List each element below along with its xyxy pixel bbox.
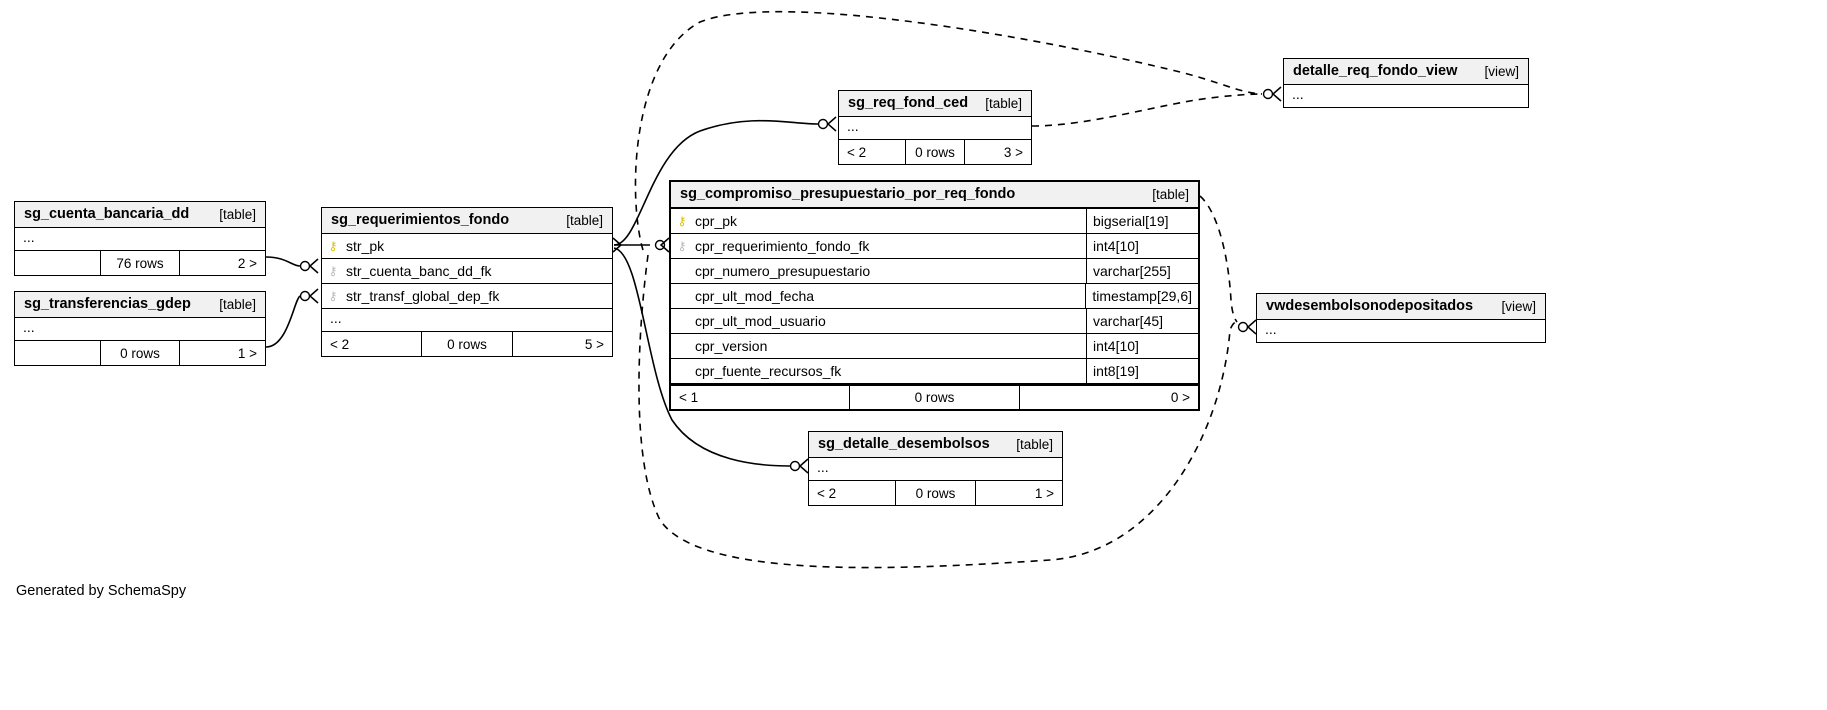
node-footer bbox=[839, 139, 1031, 164]
column-type: int4[10] bbox=[1086, 334, 1198, 358]
table-row[interactable] bbox=[322, 284, 612, 309]
table-row[interactable] bbox=[671, 284, 1198, 309]
node-footer bbox=[671, 384, 1198, 409]
column-name: cpr_requerimiento_fondo_fk bbox=[695, 238, 870, 254]
column-name: cpr_pk bbox=[695, 213, 738, 229]
node-sg-transferencias-gdep[interactable] bbox=[14, 291, 266, 366]
footer-row-count: 0 rows bbox=[905, 140, 965, 164]
primary-key-icon: ⚷ bbox=[328, 239, 338, 253]
footer-row-count: 0 rows bbox=[895, 481, 975, 505]
table-row[interactable] bbox=[322, 259, 612, 284]
foreign-key-icon: ⚷ bbox=[328, 289, 338, 303]
node-title-row bbox=[1257, 294, 1545, 320]
edge-transferencias-to-reqfondo bbox=[266, 296, 300, 347]
column-name: cpr_version bbox=[695, 338, 768, 354]
footer-parent-count: < 2 bbox=[847, 144, 867, 160]
column-name: cpr_ult_mod_usuario bbox=[695, 313, 826, 329]
table-row[interactable] bbox=[671, 334, 1198, 359]
table-row[interactable] bbox=[671, 359, 1198, 384]
node-ellipsis: ... bbox=[1292, 86, 1304, 102]
node-title-row bbox=[1284, 59, 1528, 85]
node-vwdesembolsonodepositados[interactable] bbox=[1256, 293, 1546, 343]
node-type: [table] bbox=[985, 95, 1022, 111]
node-footer bbox=[809, 480, 1062, 505]
node-title: sg_cuenta_bancaria_dd bbox=[24, 206, 190, 222]
node-sg-detalle-desembolsos[interactable] bbox=[808, 431, 1063, 506]
node-title: sg_transferencias_gdep bbox=[24, 296, 191, 312]
footer-child-count: 1 > bbox=[1034, 485, 1054, 501]
footer-child-count: 1 > bbox=[237, 345, 257, 361]
column-name: str_pk bbox=[346, 238, 385, 254]
edge-reqfondced-to-detallereqfondoview bbox=[1032, 94, 1262, 126]
table-row[interactable] bbox=[671, 234, 1198, 259]
node-ellipsis: ... bbox=[1265, 321, 1277, 337]
node-ellipsis: ... bbox=[330, 310, 342, 326]
table-row[interactable] bbox=[671, 259, 1198, 284]
column-name: str_transf_global_dep_fk bbox=[346, 288, 500, 304]
node-sg-requerimientos-fondo[interactable] bbox=[321, 207, 613, 357]
node-title-row bbox=[671, 182, 1198, 209]
edge-cuentabancaria-to-reqfondo bbox=[266, 257, 300, 266]
node-title-row bbox=[839, 91, 1031, 117]
table-row[interactable] bbox=[322, 234, 612, 259]
node-title-row bbox=[809, 432, 1062, 458]
column-type: varchar[45] bbox=[1086, 309, 1198, 333]
footer-parent-count bbox=[15, 341, 100, 365]
node-title: sg_requerimientos_fondo bbox=[331, 212, 510, 228]
column-type: timestamp[29,6] bbox=[1085, 284, 1198, 308]
primary-key-icon: ⚷ bbox=[677, 214, 687, 228]
node-sg-cuenta-bancaria-dd[interactable] bbox=[14, 201, 266, 276]
node-title: sg_req_fond_ced bbox=[848, 95, 969, 111]
node-title-row bbox=[15, 202, 265, 228]
column-type: int8[19] bbox=[1086, 359, 1198, 383]
footer-parent-count: < 2 bbox=[817, 485, 837, 501]
node-type: [table] bbox=[1016, 436, 1053, 452]
footer-row-count: 0 rows bbox=[100, 341, 179, 365]
column-type: bigserial[19] bbox=[1086, 209, 1198, 233]
node-title-row bbox=[15, 292, 265, 318]
footer-child-count: 0 > bbox=[1170, 390, 1191, 405]
node-columns bbox=[671, 209, 1198, 384]
node-title: vwdesembolsonodepositados bbox=[1266, 298, 1474, 314]
node-title: sg_detalle_desembolsos bbox=[818, 436, 990, 452]
node-type: [table] bbox=[219, 296, 256, 312]
generated-by-credit: Generated by SchemaSpy bbox=[16, 583, 187, 599]
node-type: [table] bbox=[1152, 186, 1189, 202]
column-name: cpr_ult_mod_fecha bbox=[695, 288, 815, 304]
footer-child-count: 2 > bbox=[237, 255, 257, 271]
footer-row-count: 0 rows bbox=[421, 332, 514, 356]
node-title: sg_compromiso_presupuestario_por_req_fondo bbox=[680, 186, 1016, 202]
edge-compromiso-to-vwdesembolso bbox=[1200, 196, 1237, 322]
node-footer bbox=[322, 331, 612, 356]
footer-child-count: 5 > bbox=[584, 336, 605, 352]
node-type: [view] bbox=[1501, 298, 1536, 314]
node-footer bbox=[15, 250, 265, 275]
node-ellipsis: ... bbox=[23, 229, 35, 245]
node-columns bbox=[322, 234, 612, 309]
node-ellipsis: ... bbox=[847, 118, 859, 134]
foreign-key-icon: ⚷ bbox=[677, 239, 687, 253]
column-type: int4[10] bbox=[1086, 234, 1198, 258]
footer-parent-count: < 2 bbox=[330, 336, 350, 352]
node-footer bbox=[15, 340, 265, 365]
footer-parent-count bbox=[15, 251, 100, 275]
footer-row-count: 0 rows bbox=[849, 386, 1021, 409]
table-row[interactable] bbox=[671, 309, 1198, 334]
node-detalle-req-fondo-view[interactable] bbox=[1283, 58, 1529, 108]
column-name: cpr_numero_presupuestario bbox=[695, 263, 871, 279]
column-type: varchar[255] bbox=[1086, 259, 1198, 283]
column-name: cpr_fuente_recursos_fk bbox=[695, 363, 842, 379]
footer-child-count: 3 > bbox=[1003, 144, 1023, 160]
column-name: str_cuenta_banc_dd_fk bbox=[346, 263, 492, 279]
node-type: [table] bbox=[566, 212, 603, 228]
node-title-row bbox=[322, 208, 612, 234]
footer-row-count: 76 rows bbox=[100, 251, 179, 275]
foreign-key-icon: ⚷ bbox=[328, 264, 338, 278]
node-ellipsis: ... bbox=[817, 459, 829, 475]
node-ellipsis: ... bbox=[23, 319, 35, 335]
node-type: [view] bbox=[1484, 63, 1519, 79]
node-sg-compromiso-presupuestario-por-req-fondo[interactable] bbox=[669, 180, 1200, 411]
node-type: [table] bbox=[219, 206, 256, 222]
node-title: detalle_req_fondo_view bbox=[1293, 63, 1458, 79]
node-sg-req-fond-ced[interactable] bbox=[838, 90, 1032, 165]
table-row[interactable] bbox=[671, 209, 1198, 234]
footer-parent-count: < 1 bbox=[679, 390, 699, 405]
